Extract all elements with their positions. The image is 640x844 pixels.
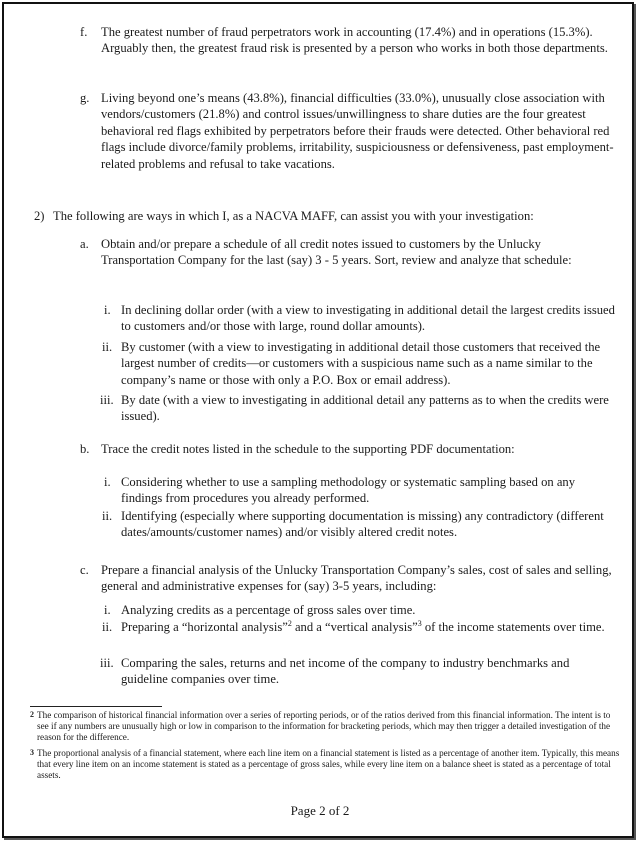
text-part: of the income statements over time.	[421, 620, 605, 634]
list-marker: iii.	[100, 393, 114, 407]
footnote-text: The comparison of historical financial information over a series of reporting periods, or of the ratios derived from this financial information. The intent is to see if any numbers are unusually high or low in comparison to the information for bracketing periods, which may then trigger a detailed investigation of the reason for the difference.	[37, 710, 611, 743]
list-marker: i.	[104, 303, 111, 317]
list-item-c	[80, 562, 616, 596]
sublist-item-a-i	[102, 302, 616, 336]
sublist-item-a-ii	[102, 339, 616, 389]
list-item-b	[80, 441, 616, 459]
list-item-f	[80, 24, 616, 74]
list-item-a	[80, 236, 616, 286]
list-item-g	[80, 90, 616, 194]
sublist-item-a-iii	[102, 392, 616, 426]
footnote-text: The proportional analysis of a financial statement, where each line item on a financial statement is listed as a percentage of another item. Typically, this means that every line item on an income statement is stated as a percentage of gross sales, while every line item on a balance sheet is stated as a percentage of total assets.	[37, 748, 620, 781]
list-marker: f.	[80, 25, 88, 39]
list-item-text: Comparing the sales, returns and net income of the company to industry benchmarks and guideline companies over time.	[121, 656, 570, 687]
footnote-3	[30, 748, 620, 784]
sublist-item-c-iii	[102, 655, 616, 689]
list-item-text: Considering whether to use a sampling methodology or systematic sampling based on any findings from procedures you already performed.	[121, 475, 575, 506]
list-marker: b.	[80, 442, 90, 456]
sublist-item-b-i	[102, 474, 616, 508]
list-item-text: Living beyond one’s means (43.8%), financial difficulties (33.0%), unusually close association with vendors/customers (21.8%) and control issues/unwillingness to share duties are the four greatest behavioral red flags exhibited by perpetrators before their frauds were detected. Other behavioral red flags include divorce/family problems, irritability, suspiciousness or defensiveness, past employment-related problems and refusal to take vacations.	[101, 91, 614, 171]
list-item-text: Identifying (especially where supporting documentation is missing) any contradictory (different dates/amounts/customer names) and/or visibly altered credit notes.	[121, 509, 604, 540]
list-item-2	[34, 208, 624, 226]
list-marker: 2)	[34, 209, 45, 223]
list-item-text: Trace the credit notes listed in the schedule to the supporting PDF documentation:	[101, 442, 515, 456]
list-item-text: The following are ways in which I, as a NACVA MAFF, can assist you with your investigation:	[53, 209, 534, 223]
list-item-text: In declining dollar order (with a view to investigating in additional detail the largest credits issued to customers and/or those with large, round dollar amounts).	[121, 303, 615, 334]
list-item-text: Analyzing credits as a percentage of gross sales over time.	[121, 603, 416, 617]
list-item-text: The greatest number of fraud perpetrators work in accounting (17.4%) and in operations (15.3%). Arguably then, the greatest fraud risk is presented by a person who works in both those departments.	[101, 25, 608, 56]
page-number: Page 2 of 2	[290, 803, 350, 818]
list-item-text: By date (with a view to investigating in additional detail any patterns as to when the credits were issued).	[121, 393, 609, 424]
list-marker: ii.	[102, 509, 113, 523]
footnote-divider	[30, 706, 162, 707]
list-marker: g.	[80, 91, 90, 105]
list-marker: i.	[104, 603, 111, 617]
text-part: and a “vertical analysis”	[291, 620, 418, 634]
list-marker: iii.	[100, 656, 114, 670]
footnote-marker: 2	[30, 710, 34, 719]
sublist-item-b-ii	[102, 508, 616, 542]
list-marker: ii.	[102, 340, 113, 354]
sublist-item-c-i	[102, 602, 616, 620]
sublist-item-c-ii	[102, 619, 616, 653]
text-part: Preparing a “horizontal analysis”	[121, 620, 288, 634]
list-marker: i.	[104, 475, 111, 489]
footnote-ref-2: 2	[287, 618, 292, 628]
footnote-2	[30, 710, 620, 746]
list-item-text	[121, 619, 616, 635]
list-item-text: Obtain and/or prepare a schedule of all credit notes issued to customers by the Unlucky Transportation Company for the last (say) 3 - 5 years. Sort, review and analyze that schedule:	[101, 237, 572, 268]
list-marker: ii.	[102, 620, 113, 634]
list-item-text: Prepare a financial analysis of the Unlucky Transportation Company’s sales, cost of sales and selling, general and administrative expenses for (say) 3-5 years, including:	[101, 563, 612, 594]
list-item-text: By customer (with a view to investigating in additional detail those customers that received the largest number of credits—or customers with a suspicious name such as a name similar to the company’s name or those with only a P.O. Box or email address).	[121, 340, 601, 387]
list-marker: c.	[80, 563, 89, 577]
footnote-ref-3: 3	[417, 618, 422, 628]
footnote-marker: 3	[30, 748, 34, 757]
list-marker: a.	[80, 237, 89, 251]
